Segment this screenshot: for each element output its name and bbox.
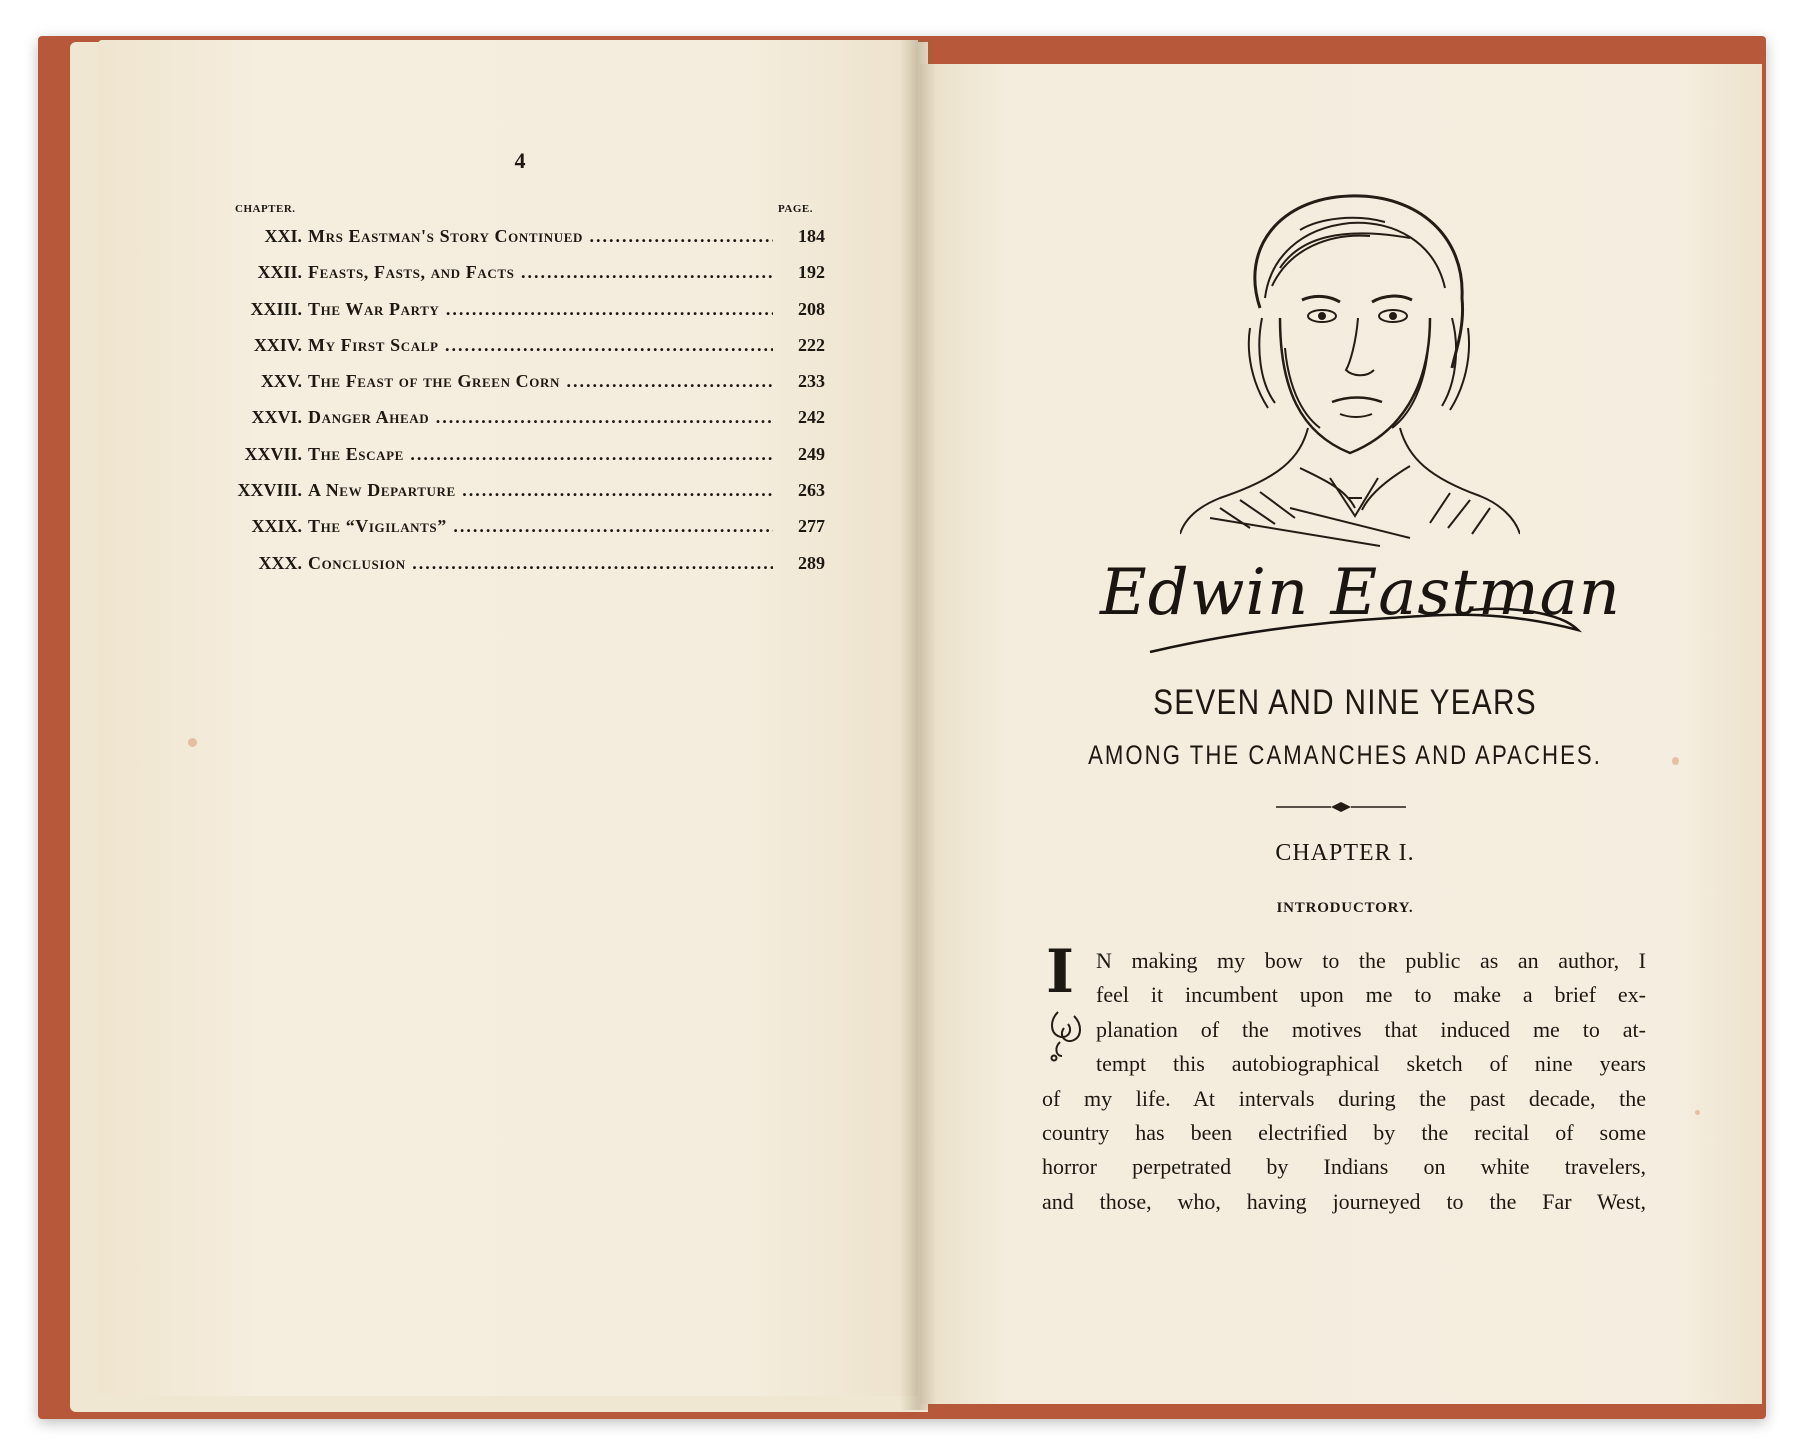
foxing-spot: [1695, 1110, 1700, 1115]
book-gutter: [900, 40, 936, 1410]
toc-page-number: 222: [798, 334, 825, 355]
toc-row: [210, 480, 825, 516]
body-line: feel it incumbent upon me to make a brief ex-: [1096, 982, 1646, 1008]
body-line: and those, who, having journeyed to the Far West,: [1042, 1188, 1646, 1214]
chapter-body: [1042, 937, 1646, 1219]
toc-chapter-title: The War Party .....: [308, 299, 773, 320]
toc-chapter-title: Conclusion .....: [308, 553, 773, 574]
chapter-subheading: INTRODUCTORY.: [1276, 900, 1414, 916]
toc-page-number: 208: [798, 298, 825, 319]
toc-chapter-title: A New Departure .....: [308, 480, 773, 501]
toc-chapter-title: The Feast of the Green Corn .....: [308, 371, 773, 392]
toc-chapter-title: The “Vigilants” .....: [308, 516, 773, 537]
toc-chapter-number: XXIV.: [253, 334, 302, 355]
toc-chapter-number: XXVIII.: [237, 480, 302, 501]
toc-chapter-number: XXX.: [258, 552, 302, 573]
toc-page-number: 277: [798, 516, 825, 537]
toc-chapter-title: The Escape .....: [308, 444, 773, 465]
foxing-spot: [1672, 757, 1679, 765]
portrait-engraving: [1180, 178, 1520, 548]
toc-chapter-title: Feasts, Fasts, and Facts .....: [308, 262, 773, 283]
toc-row: [210, 516, 825, 552]
toc-row: [210, 371, 825, 407]
chapter-heading: CHAPTER I.: [1275, 840, 1415, 866]
toc-row: [210, 444, 825, 480]
toc-header-page: PAGE.: [778, 203, 813, 215]
book-subtitle: AMONG THE CAMANCHES AND APACHES.: [1088, 740, 1602, 770]
toc-chapter-number: XXVII.: [244, 443, 302, 464]
drop-cap-letter: I: [1046, 937, 1075, 1007]
toc-page-number: 233: [798, 371, 825, 392]
toc-row: [210, 335, 825, 371]
toc-chapter-number: XXIII.: [250, 298, 302, 319]
toc-chapter-title: My First Scalp .....: [308, 335, 773, 356]
toc-row: [210, 407, 825, 443]
toc-chapter-title: Danger Ahead .....: [308, 407, 773, 428]
toc-page-number: 192: [798, 262, 825, 283]
toc-row: [210, 262, 825, 298]
body-line: horror perpetrated by Indians on white travelers,: [1042, 1154, 1646, 1180]
toc-chapter-title: Mrs Eastman's Story Continued .....: [308, 226, 773, 247]
toc-header-chapter: CHAPTER.: [235, 203, 296, 215]
toc-row: [210, 299, 825, 335]
author-signature: Edwin Eastman: [1100, 556, 1621, 630]
foxing-spot: [188, 738, 197, 747]
body-line: N making my bow to the public as an author, I: [1096, 948, 1646, 973]
toc-chapter-number: XXII.: [257, 262, 302, 283]
body-line: tempt this autobiographical sketch of nine years: [1096, 1051, 1646, 1077]
table-of-contents: [210, 226, 825, 589]
body-line: planation of the motives that induced me to at-: [1096, 1016, 1646, 1042]
toc-chapter-number: XXIX.: [251, 516, 302, 537]
toc-chapter-number: XXVI.: [251, 407, 302, 428]
toc-page-number: 242: [798, 407, 825, 428]
page-number: 4: [514, 148, 526, 173]
toc-page-number: 263: [798, 480, 825, 501]
toc-page-number: 289: [798, 552, 825, 573]
ornament-divider: [1276, 800, 1406, 814]
body-line: of my life. At intervals during the past decade, the: [1042, 1085, 1646, 1111]
book-title: SEVEN AND NINE YEARS: [1153, 683, 1537, 722]
toc-page-number: 184: [798, 226, 825, 246]
toc-chapter-number: XXI.: [264, 226, 302, 246]
toc-page-number: 249: [798, 443, 825, 464]
toc-row: [210, 553, 825, 589]
toc-row: [210, 226, 825, 262]
toc-chapter-number: XXV.: [260, 371, 302, 392]
body-line: country has been electrified by the recital of some: [1042, 1120, 1646, 1146]
